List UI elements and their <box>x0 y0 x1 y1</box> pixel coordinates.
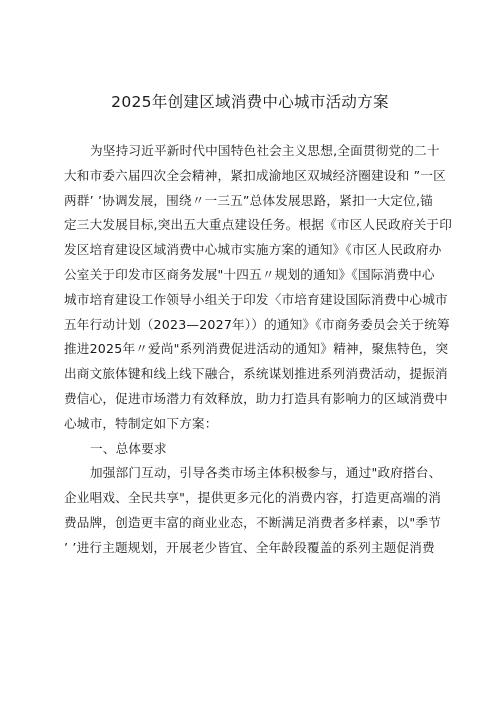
intro-line-5: 发区培育建设区域消费中心城市实施方案的通知》《市区人民政府办 <box>64 242 442 258</box>
section-line-2: 企业唱戏、全民共享"，提供更多元化的消费内容，打造更高端的消 <box>64 490 442 506</box>
intro-line-11: 费信心，促进市场潜力有效释放，助力打造具有影响力的区域消费中 <box>64 390 448 406</box>
document-title: 2025年创建区域消费中心城市活动方案 <box>111 93 389 111</box>
section-line-1: 加强部门互动，引导各类市场主体积极参与，通过"政府搭台、 <box>90 465 442 481</box>
document-body <box>64 139 453 561</box>
intro-line-10: 出商文旅体键和线上线下融合，系统谋划推进系列消费活动，提振消 <box>64 366 448 382</box>
section-line-3: 费品牌，创造更丰富的商业业态，不断满足消费者多样素，以"季节 <box>64 514 442 530</box>
intro-line-12: 心城市，特制定如下方案： <box>64 415 218 431</box>
intro-line-2: 大和市委六届四次全会精神，紧扣成渝地区双城经济圈建设和 ”一区 <box>64 167 446 183</box>
intro-line-4: 定三大发展目标,突出五大重点建设任务。根据《市区人民政府关于印 <box>64 217 453 233</box>
intro-line-7: 城市培育建设工作领导小组关于印发〈市培育建设国际消费中心城市 <box>64 291 448 307</box>
intro-line-3: 两群’ ’协调发展，围绕〃一三五”总体发展思路，紧扣一大定位,锚 <box>64 192 433 208</box>
intro-line-6: 公室关于印发市区商务发展"十四五〃规划的通知》《国际消费中心 <box>64 266 435 282</box>
intro-line-9: 推进2025年〃爱尚"系列消费促进活动的通知》精神，聚焦特色，突 <box>64 341 449 357</box>
intro-line-8: 五年行动计划（2023—2027年））的通知》《市商务委员会关于统筹 <box>64 316 450 332</box>
section-heading: 一、总体要求 <box>90 440 167 456</box>
section-line-4: ’ ’进行主题规划，开展老少皆宜、全年龄段覆盖的系列主题促消费 <box>64 539 435 555</box>
intro-line-1: 为坚持习近平新时代中国特色社会主义思想,全面贯彻党的二十 <box>90 143 440 158</box>
